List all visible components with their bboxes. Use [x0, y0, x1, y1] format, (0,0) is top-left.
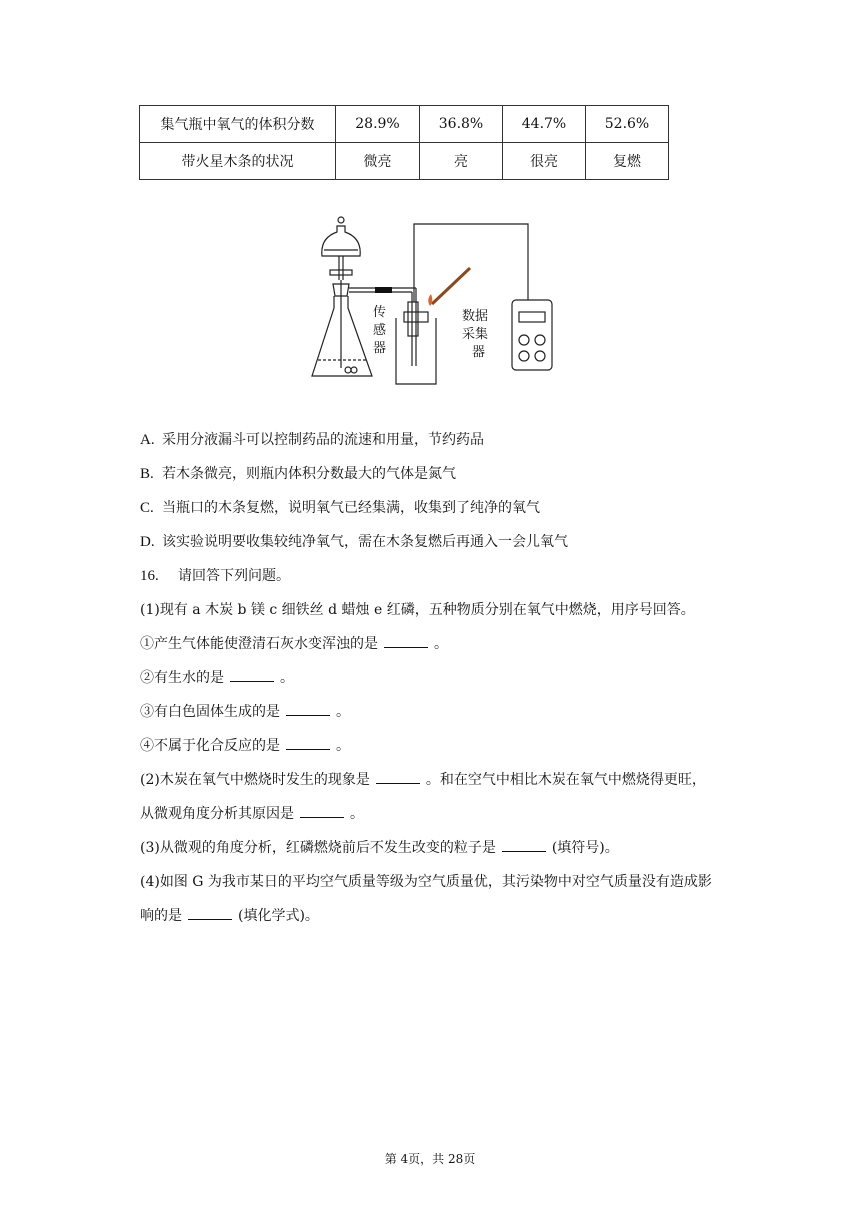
question-part-2-cont: 从微观角度分析其原因是 。 [140, 806, 364, 822]
question-16-stem: 16. 请回答下列问题。 [140, 568, 290, 584]
answer-blank[interactable] [286, 737, 330, 750]
conical-flask [312, 296, 372, 376]
oxygen-data-table [139, 105, 669, 180]
funnel-stopcock [330, 270, 352, 275]
collector-screen [519, 312, 545, 322]
question-part-2: (2)木炭在氧气中燃烧时发生的现象是 。和在空气中相比木炭在氧气中燃烧得更旺， [140, 772, 706, 788]
question-part-4: (4)如图 G 为我市某日的平均空气质量等级为空气质量优，其污染物中对空气质量没有造成影 [140, 874, 712, 890]
answer-blank[interactable] [230, 669, 274, 682]
sensor-label: 器 [373, 341, 387, 356]
apparatus-figure [300, 208, 560, 388]
table-cell: 亮 [420, 143, 503, 180]
sub-question-2: ②有生水的是 。 [140, 670, 294, 686]
table-cell: 微亮 [336, 143, 420, 180]
collector-label: 数据 [462, 309, 489, 324]
answer-blank[interactable] [384, 635, 428, 648]
table-cell: 28.9% [336, 106, 420, 143]
question-part-3: (3)从微观的角度分析，红磷燃烧前后不发生改变的粒子是 (填符号)。 [140, 840, 619, 856]
table-cell: 44.7% [503, 106, 586, 143]
sensor-label: 感 [373, 323, 387, 338]
page-footer: 第 4页，共 28页 [384, 1152, 476, 1166]
sub-question-4: ④不属于化合反应的是 。 [140, 738, 350, 754]
table-cell: 复燃 [586, 143, 669, 180]
rubber-tube [375, 287, 392, 293]
answer-blank[interactable] [286, 703, 330, 716]
separatory-funnel [322, 226, 360, 256]
sensor-wire [414, 224, 528, 302]
collector-label: 采集 [462, 327, 489, 342]
flame-icon [428, 294, 432, 306]
option-a: A. 采用分液漏斗可以控制药品的流速和用量，节约药品 [140, 432, 484, 448]
collector-label: 器 [472, 345, 486, 360]
option-d: D. 该实验说明要收集较纯净氧气，需在木条复燃后再通入一会儿氧气 [140, 534, 568, 550]
data-collector [512, 300, 552, 370]
table-row [140, 143, 669, 180]
sub-question-3: ③有白色固体生成的是 。 [140, 704, 350, 720]
option-c: C. 当瓶口的木条复燃，说明氧气已经集满，收集到了纯净的氧气 [140, 500, 540, 516]
table-row [140, 106, 669, 143]
funnel-stopper [338, 217, 344, 223]
answer-blank[interactable] [502, 839, 546, 852]
table-cell: 36.8% [420, 106, 503, 143]
wooden-splint [432, 268, 470, 304]
table-cell: 很亮 [503, 143, 586, 180]
question-part-4-cont: 响的是 (填化学式)。 [140, 908, 319, 924]
question-part-1: (1)现有 a 木炭 b 镁 c 细铁丝 d 蜡烛 e 红磷，五种物质分别在氧气中燃烧，用序号回答。 [140, 602, 695, 618]
sensor-label: 传 [373, 305, 387, 320]
answer-blank[interactable] [188, 907, 232, 920]
table-cell: 52.6% [586, 106, 669, 143]
table-cell: 带火星木条的状况 [140, 143, 336, 180]
answer-blank[interactable] [376, 771, 420, 784]
table-cell: 集气瓶中氧气的体积分数 [140, 106, 336, 143]
answer-blank[interactable] [300, 805, 344, 818]
sub-question-1: ①产生气体能使澄清石灰水变浑浊的是 。 [140, 636, 448, 652]
option-b: B. 若木条微亮，则瓶内体积分数最大的气体是氮气 [140, 466, 456, 482]
